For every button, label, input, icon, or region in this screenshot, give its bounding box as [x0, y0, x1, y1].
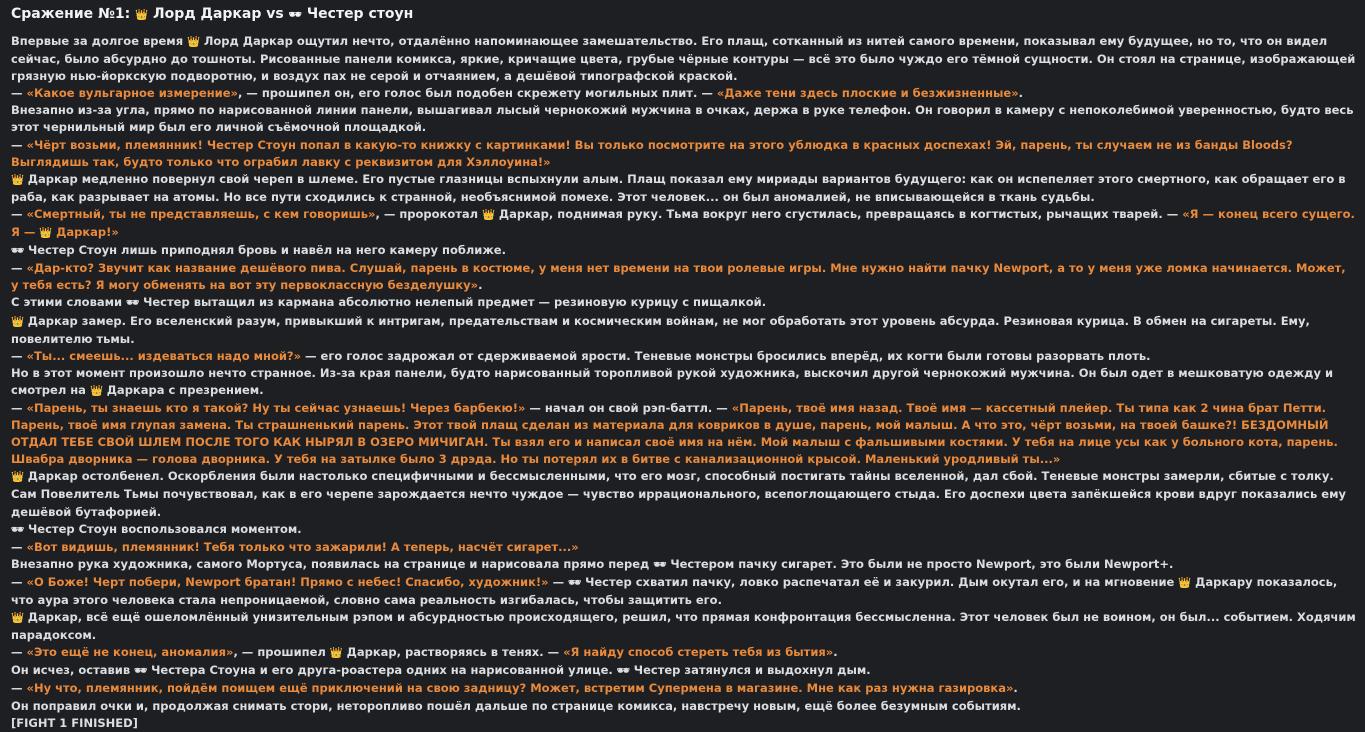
narration-text: — его голос задрожал от сдерживаемой ярости. Теневые монстры бросились вперёд, их когти были готовы разорвать плоть.: [301, 348, 1151, 363]
narration-text: Честера Стоуна и его друга-роастера одних на нарисованной улице.: [151, 663, 617, 678]
crown-icon: 👑: [1178, 576, 1196, 589]
story-paragraph: [11, 348, 1357, 365]
quote-text: «Парень, ты знаешь кто я такой? Ну ты сейчас узнаешь! Через барбекю!»: [26, 400, 526, 415]
quote-text: «Ты... смеешь... издеваться надо мной?»: [26, 348, 302, 363]
crown-icon: 👑: [135, 9, 149, 21]
story-paragraph: [11, 33, 1357, 85]
crown-icon: 👑: [89, 384, 107, 397]
title-prefix: Сражение №1:: [11, 6, 136, 22]
sunglasses-icon: 🕶: [126, 297, 144, 310]
narration-text: Даркар медленно повернул свой череп в шлеме. Его пустые глазницы вспыхнули алым. Плащ показал ему мириады вариантов будущего: как он испепеляет этого смертного, как обращает его в раба, как разрывает на атомы. Но все пути сходились к странной, необъяснимой помехе. Этот человек... он был аномалией, не вписывающейся в ткань судьбы.: [11, 171, 1346, 204]
narration-text: Внезапно из-за угла, прямо по нарисованной линии панели, вышагивал лысый чернокожий мужчина в очках, держа в руке телефон. Он говорил в камеру с непоколебимой уверенностью, будто весь этот чернильный мир был его личной съёмочной площадкой.: [11, 103, 1354, 135]
story-paragraph: [11, 521, 1357, 539]
story-paragraph: [11, 715, 1357, 732]
narration-text: —: [11, 681, 27, 696]
narration-text: .: [478, 278, 483, 293]
narration-text: — начал он свой рэп-баттл. —: [525, 400, 732, 415]
quote-text: «Ну что, племянник, пойдём поищем ещё приключений на свою задницу? Может, встретим Супермена в магазине. Мне как раз нужна газировка»: [26, 681, 1014, 696]
quote-text: «Даже тени здесь плоские и безжизненные»: [716, 86, 1019, 101]
crown-icon: 👑: [11, 471, 28, 484]
narration-text: Честер затянулся и выдохнул дым.: [633, 663, 871, 678]
story-paragraph: [11, 556, 1357, 574]
narration-text: Но в этот момент произошло нечто странное. Из-за края панели, будто нарисованный торопливой рукой художника, выскочил другой чернокожий мужчина. Он был одет в мешковатую одежду и смотрел на: [11, 365, 1334, 397]
narration-text: —: [11, 400, 27, 415]
narration-text: —: [11, 574, 27, 589]
crown-icon: 👑: [482, 208, 499, 221]
crown-icon: 👑: [11, 315, 28, 328]
narration-text: [FIGHT 1 FINISHED]: [11, 715, 138, 730]
quote-text: «Вот видишь, племянник! Тебя только что зажарили! А теперь, насчёт сигарет...»: [26, 539, 579, 554]
narration-text: Даркар остолбенел. Оскорбления были настолько специфичными и бессмысленными, что его мозг, способный постигать тайны вселенной, дал сбой. Теневые монстры замерли, сбитые с толку. Сам Повелитель Тьмы почувствовал, как в его черепе зарождается нечто чуждое — чувство иррационального, всепоглощающего стыда. Его доспехи цвета запёкшейся крови вдруг показались ему дешёвой бутафорией.: [11, 469, 1346, 519]
story-paragraph: [11, 242, 1357, 260]
crown-icon: 👑: [39, 227, 57, 240]
narration-text: Лорд Даркар ощутил нечто, отдалённо напоминающее замешательство. Его плащ, сотканный из нитей самого времени, показывал ему будущее, но то, что он видел сейчас, было абсурдно до тошноты. Рисованные панели комикса, яркие, кричащие цвета, грубые чёрные контуры — всё это было чуждо его тёмной сущности. Он стоял на странице, изображающей грязную нью-йоркскую подворотню, и воздух пах не серой и отчаянием, а дешёвой типографской краской.: [11, 34, 1356, 84]
story-paragraph: [11, 365, 1357, 400]
narration-text: Честер Стоун воспользовался моментом.: [28, 521, 302, 536]
quote-text: «Парень, твоё имя назад. Твоё имя — кассетный плейер. Ты типа как 2 чина брат Петти. Парень, твоё имя глупая замена. Ты страшненький парень. Этот твой плащ сделан из материала для ковриков в душе, парень, мой малыш. А что это, чёрт возьми, на твоей башке?! БЕЗДОМНЫЙ ОТДАЛ ТЕБЕ СВОЙ ШЛЕМ ПОСЛЕ ТОГО КАК НЫРЯЛ В ОЗЕРО МИЧИГАН. Ты взял его и написал своё имя на нём. Мой малыш с фальшивыми костями. У тебя на лице усы как у больного кота, парень. Швабра дворника — голова дворника. У тебя на затылке было 3 дрэда. Но ты потерял их в битве с канализационной крысой. Маленький уродливый ты...»: [11, 400, 1338, 467]
story-paragraph: [11, 680, 1357, 697]
narration-text: Даркар, поднимая руку. Тьма вокруг него сгустилась, превращаясь в когтистых, рычащих тварей. —: [498, 206, 1183, 221]
story-text: [11, 33, 1357, 732]
fight-title: [11, 4, 1357, 25]
narration-text: —: [548, 574, 569, 589]
quote-text: «Смертный, ты не представляешь, с кем говоришь»: [26, 206, 376, 221]
narration-text: Даркару показалось, что аура этого человека стала непроницаемой, словно сама реальность изгибалась, чтобы защитить его.: [11, 574, 1338, 607]
narration-text: С этими словами: [11, 295, 127, 310]
narration-text: Честер схватил пачку, ловко распечатал её и закурил. Дым окутал его, и на мгновение: [585, 574, 1179, 589]
quote-text: «Я найду способ стереть тебя из бытия»: [563, 645, 834, 660]
crown-icon: 👑: [329, 647, 347, 660]
story-paragraph: [11, 102, 1357, 136]
narration-text: , — пророкотал: [375, 206, 483, 221]
quote-text: «Это ещё не конец, аномалия»: [26, 645, 234, 660]
narration-text: Честер вытащил из кармана абсолютно нелепый предмет — резиновую курицу с пищалкой.: [143, 295, 767, 310]
story-paragraph: [11, 698, 1357, 715]
narration-text: Честер Стоун лишь приподнял бровь и навёл на него камеру поближе.: [28, 243, 506, 258]
sunglasses-icon: 🕶: [134, 665, 152, 678]
sunglasses-icon: 🕶: [11, 245, 28, 258]
fighter-1-name: Лорд Даркар: [153, 6, 262, 22]
narration-text: —: [11, 206, 27, 221]
narration-text: .: [1013, 681, 1018, 696]
narration-text: —: [11, 348, 27, 363]
story-paragraph: [11, 260, 1357, 294]
story-paragraph: [11, 468, 1357, 520]
message-content: [11, 4, 1357, 732]
story-paragraph: [11, 171, 1357, 206]
sunglasses-icon: 🕶: [288, 9, 302, 21]
narration-text: Он исчез, оставив: [11, 663, 135, 678]
story-paragraph: [11, 644, 1357, 662]
narration-text: .: [833, 645, 838, 660]
narration-text: —: [11, 137, 27, 152]
narration-text: Даркара с презрением.: [106, 382, 264, 397]
title-vs: vs: [261, 6, 289, 22]
narration-text: .: [1018, 86, 1024, 101]
story-paragraph: [11, 206, 1357, 242]
crown-icon: 👑: [11, 612, 28, 625]
narration-text: —: [11, 261, 27, 276]
story-paragraph: [11, 662, 1357, 680]
fighter-2-name: Честер стоун: [306, 6, 414, 22]
crown-icon: 👑: [187, 36, 204, 48]
narration-text: , — прошипел он, его голос был подобен скрежету могильных плит. —: [237, 86, 717, 101]
sunglasses-icon: 🕶: [568, 576, 586, 589]
quote-text: «Я — конец всего сущего. Я —: [11, 206, 1355, 240]
story-paragraph: [11, 313, 1357, 348]
narration-text: Впервые за долгое время: [11, 34, 188, 48]
narration-text: , — прошипел: [233, 645, 330, 660]
story-paragraph: [11, 137, 1357, 171]
story-paragraph: [11, 609, 1357, 644]
quote-text: «Чёрт возьми, племянник! Честер Стоун попал в какую-то книжку с картинками! Вы только посмотрите на этого ублюдка в красных доспехах! Эй, парень, ты случаем не из банды Bloods? Выглядишь так, будто только что ограбил лавку с реквизитом для Хэллоуина!»: [11, 137, 1293, 169]
quote-text: Даркар!»: [56, 225, 119, 240]
quote-text: «Дар-кто? Звучит как название дешёвого пива. Слушай, парень в костюме, у меня нет времени на твои ролевые игры. Мне нужно найти пачку Newport, а то у меня уже ломка начинается. Может, у тебя есть? Я могу обменять на вот эту первоклассную безделушку»: [11, 261, 1346, 293]
narration-text: Даркар замер. Его вселенский разум, привыкший к интригам, предательствам и космическим войнам, не мог обработать этот уровень абсурда. Резиновая курица. В обмен на сигареты. Ему, повелителю тьмы.: [11, 313, 1310, 346]
narration-text: Честером пачку сигарет. Это были не просто Newport, это были Newport+.: [670, 556, 1174, 571]
story-paragraph: [11, 400, 1357, 468]
sunglasses-icon: 🕶: [616, 665, 634, 678]
narration-text: —: [11, 539, 27, 554]
story-paragraph: [11, 85, 1357, 102]
narration-text: Даркар, всё ещё ошеломлённый унизительным рэпом и абсурдностью происходящего, решил, что прямая конфронтация бессмысленна. Этот человек был не воином, он был... событием. Ходячим парадоксом.: [11, 610, 1356, 643]
quote-text: «О Боже! Черт побери, Newport братан! Прямо с небес! Спасибо, художник!»: [26, 574, 549, 589]
narration-text: Даркар, растворяясь в тенях. —: [346, 645, 564, 660]
narration-text: Внезапно рука художника, самого Мортуса, появилась на странице и нарисовала прямо перед: [11, 556, 654, 571]
quote-text: «Какое вульгарное измерение»: [26, 86, 238, 101]
crown-icon: 👑: [11, 173, 28, 186]
story-paragraph: [11, 539, 1357, 556]
narration-text: —: [11, 86, 27, 101]
narration-text: —: [11, 645, 27, 660]
story-paragraph: [11, 574, 1357, 609]
sunglasses-icon: 🕶: [11, 523, 28, 536]
story-paragraph: [11, 294, 1357, 312]
sunglasses-icon: 🕶: [653, 558, 671, 571]
narration-text: Он поправил очки и, продолжая снимать стори, неторопливо пошёл дальше по странице комикса, навстречу новым, ещё более безумным событиям.: [11, 698, 1021, 713]
